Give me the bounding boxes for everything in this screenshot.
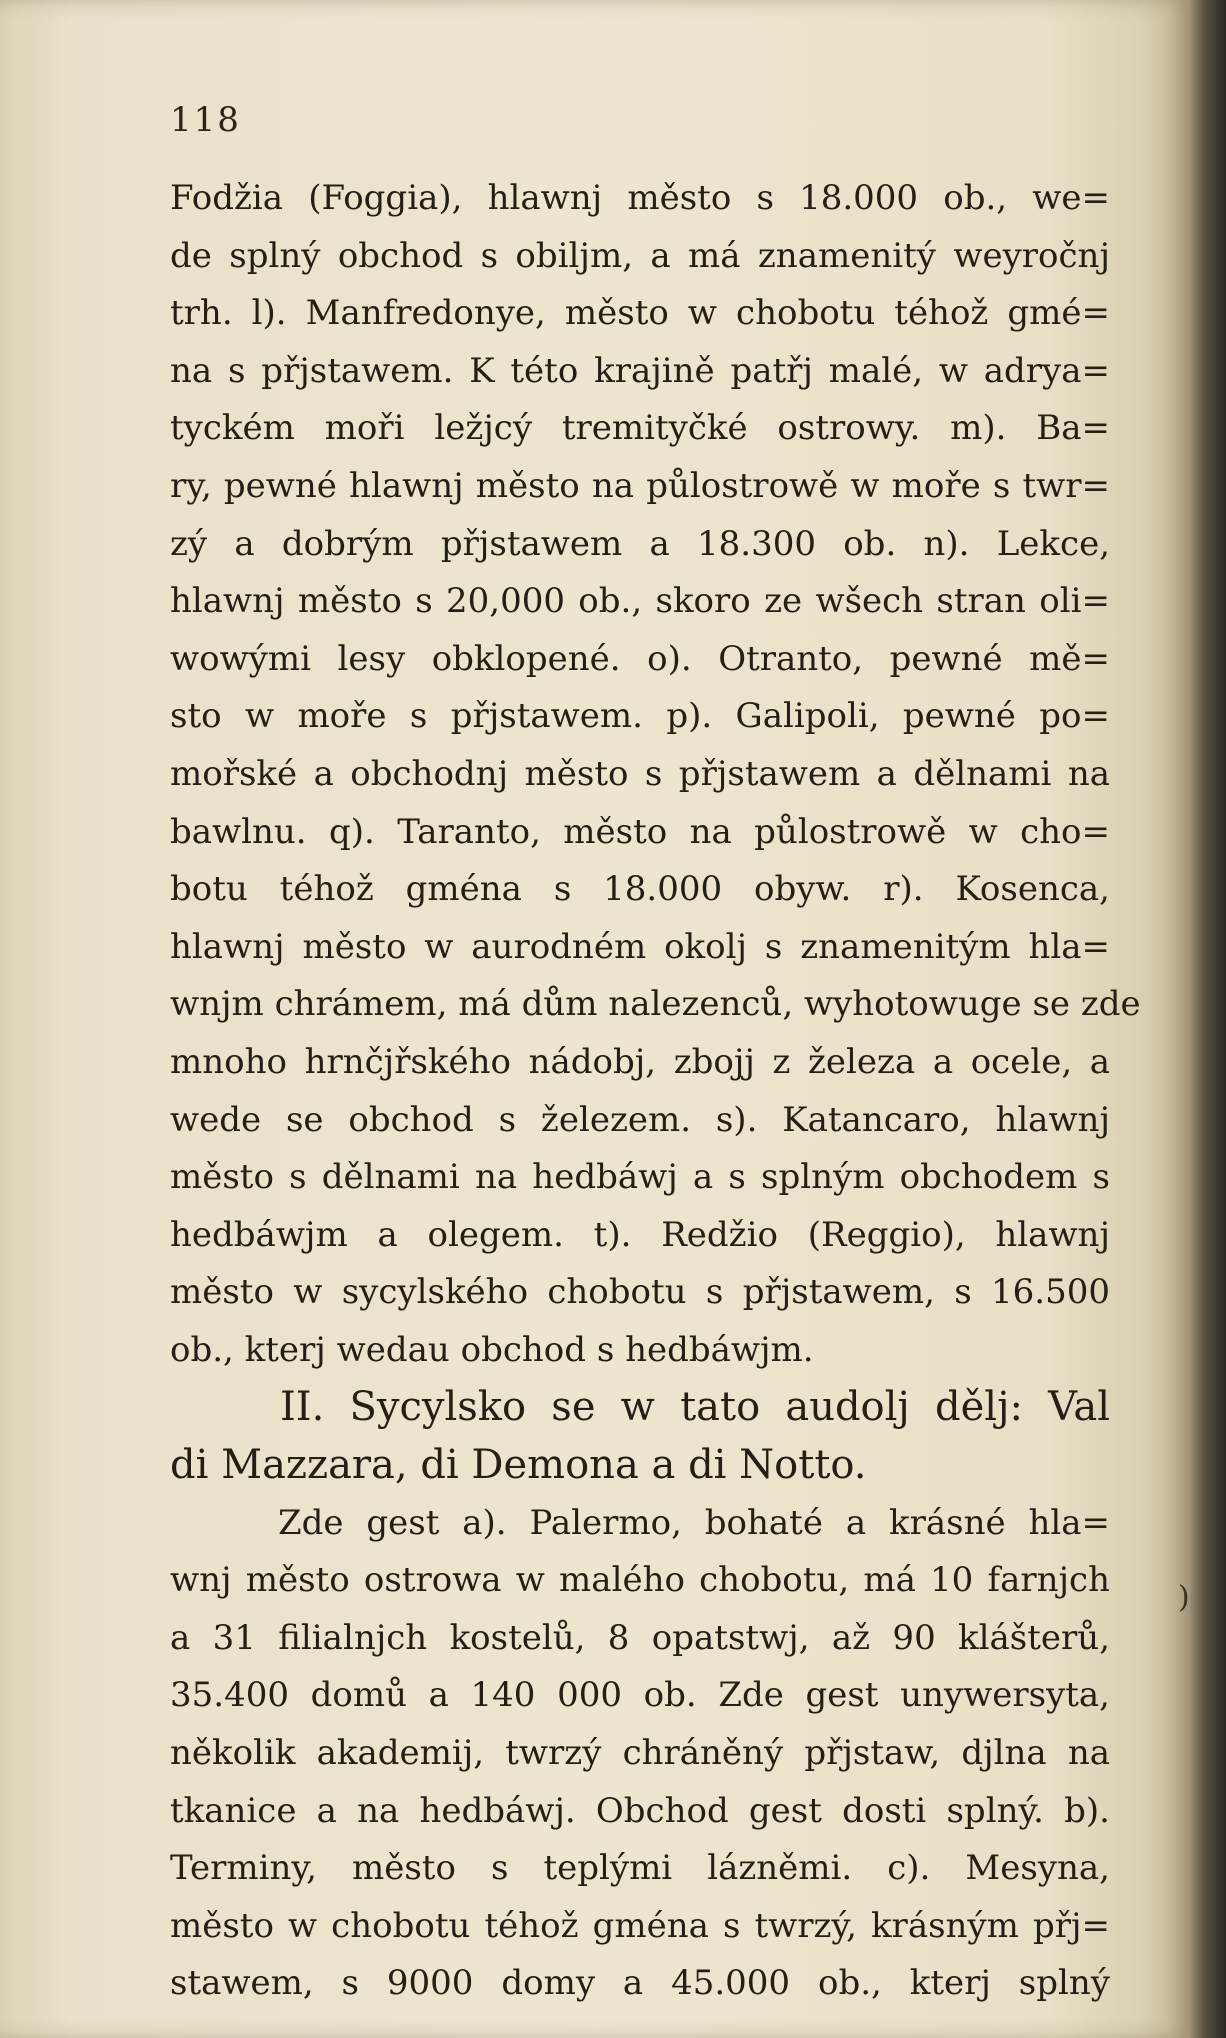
- text-line: ry, pewné hlawnj město na půlostrowě w moře s twr=: [170, 465, 1110, 506]
- text-line: mořské a obchodnj město s přjstawem a dělnami na: [170, 753, 1110, 794]
- text-line: mnoho hrnčjřského nádobj, zbojj z železa a ocele, a: [170, 1041, 1110, 1082]
- text-line: hedbáwjm a olegem. t). Redžio (Reggio), hlawnj: [170, 1214, 1110, 1255]
- text-line: Zde gest a). Palermo, bohaté a krásné hla=: [278, 1502, 1110, 1543]
- page-text: [170, 170, 1141, 2013]
- text-line: tyckém moři ležjcý tremityčké ostrowy. m). Ba=: [170, 408, 1110, 449]
- text-line: wnj město ostrowa w malého chobotu, má 10 farnjch: [170, 1560, 1110, 1601]
- text-line: hlawnj město w aurodném okolj s znamenitým hla=: [170, 926, 1110, 967]
- text-line: Fodžia (Foggia), hlawnj město s 18.000 ob., we=: [170, 178, 1110, 218]
- text-line: de splný obchod s obiljm, a má znamenitý weyročnj: [170, 235, 1110, 276]
- text-line: bawlnu. q). Taranto, město na půlostrowě w cho=: [170, 811, 1110, 852]
- text-line: botu téhož gména s 18.000 obyw. r). Kosenca,: [170, 869, 1110, 910]
- text-line: 35.400 domů a 140 000 ob. Zde gest unywersyta,: [170, 1675, 1110, 1716]
- text-line: Terminy, město s teplými lázněmi. c). Mesyna,: [170, 1848, 1110, 1889]
- text-line: město w sycylského chobotu s přjstawem, s 16.500: [170, 1272, 1110, 1313]
- page-number: 118: [170, 100, 241, 140]
- text-line: město w chobotu téhož gména s twrzý, krásným přj=: [170, 1905, 1110, 1946]
- text-line: na s přjstawem. K této krajině patřj malé, w adrya=: [170, 350, 1110, 391]
- section-heading: II. Sycylsko se w tato audolj dělj: Val: [280, 1384, 1110, 1431]
- text-line: sto w moře s přjstawem. p). Galipoli, pewné po=: [170, 696, 1110, 737]
- section-heading-continued: di Mazzara, di Demona a di Notto.: [170, 1442, 867, 1489]
- text-line: stawem, s 9000 domy a 45.000 ob., kterj splný: [170, 1963, 1110, 2004]
- text-line: tkanice a na hedbáwj. Obchod gest dosti splný. b).: [170, 1790, 1110, 1831]
- text-line: město s dělnami na hedbáwj a s splným obchodem s: [170, 1157, 1110, 1198]
- text-line: wnjm chrámem, má dům nalezenců, wyhotowuge se zde: [170, 984, 1141, 1025]
- text-line: hlawnj město s 20,000 ob., skoro ze wšech stran oli=: [170, 581, 1110, 622]
- book-gutter: [1190, 0, 1226, 2038]
- text-line: ob., kterj wedau obchod s hedbáwjm.: [170, 1329, 814, 1370]
- text-line: několik akademij, twrzý chráněný přjstaw, djlna na: [170, 1733, 1110, 1774]
- text-line: trh. l). Manfredonye, město w chobotu téhož gmé=: [170, 293, 1110, 334]
- text-line: zý a dobrým přjstawem a 18.300 ob. n). Lekce,: [170, 523, 1110, 564]
- text-line: a 31 filialnjch kostelů, 8 opatstwj, až 90 klášterů,: [170, 1617, 1110, 1658]
- text-line: wede se obchod s železem. s). Katancaro, hlawnj: [170, 1099, 1110, 1140]
- text-line: wowými lesy obklopené. o). Otranto, pewné mě=: [170, 638, 1110, 679]
- margin-mark: ): [1178, 1580, 1190, 1615]
